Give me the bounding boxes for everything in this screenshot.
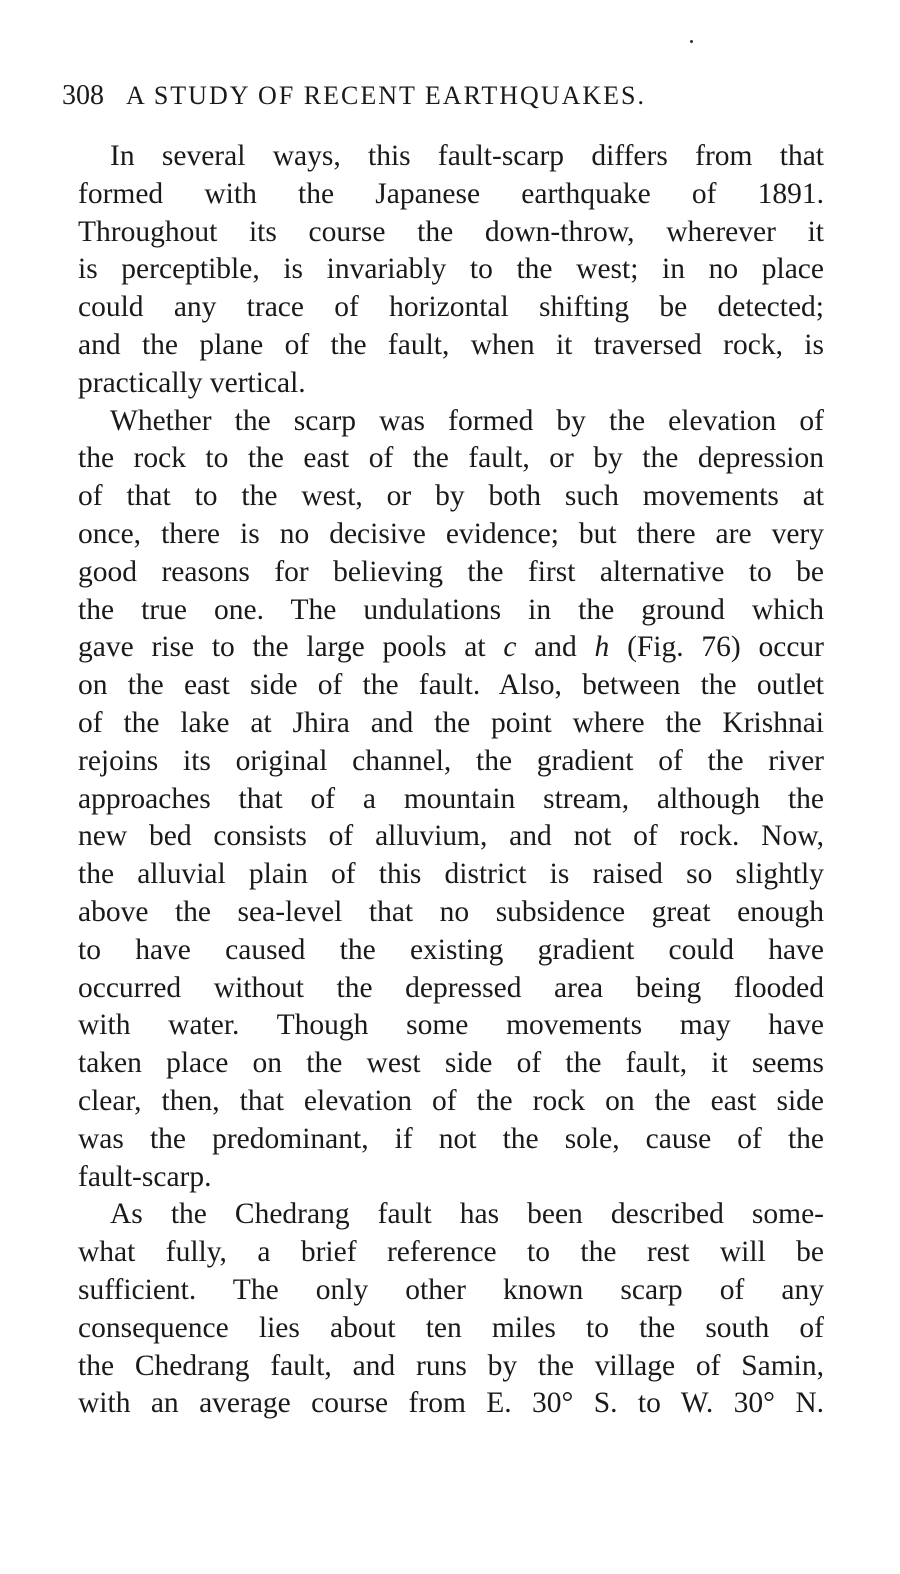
- text-line: Whether the scarp was formed by the elevation of: [110, 404, 824, 437]
- text-line: gave rise to the large pools at c and h (Fig. 76) occur: [78, 631, 824, 664]
- page-body: [78, 138, 824, 1423]
- text-line: with an average course from E. 30° S. to W. 30° N.: [78, 1387, 824, 1420]
- text-line: once, there is no decisive evidence; but there are very: [78, 517, 824, 550]
- text-line: new bed consists of alluvium, and not of rock. Now,: [78, 820, 824, 853]
- text-line: Throughout its course the down-throw, wherever it: [78, 215, 824, 248]
- text-line: was the predominant, if not the sole, cause of the: [78, 1122, 824, 1155]
- text-line: of the lake at Jhira and the point where the Krishnai: [78, 706, 824, 739]
- text-line: good reasons for believing the first alternative to be: [78, 555, 824, 588]
- page-number: 308: [62, 80, 104, 111]
- text-line: and the plane of the fault, when it traversed rock, is: [78, 328, 824, 361]
- text-line: approaches that of a mountain stream, although the: [78, 782, 824, 815]
- text-line: is perceptible, is invariably to the west; in no place: [78, 253, 824, 286]
- text-line: clear, then, that elevation of the rock on the east side: [78, 1084, 824, 1117]
- text-line: consequence lies about ten miles to the south of: [78, 1311, 824, 1344]
- text-line: formed with the Japanese earthquake of 1891.: [78, 177, 824, 210]
- text-line: with water. Though some movements may have: [78, 1009, 824, 1042]
- text-line: of that to the west, or by both such movements at: [78, 480, 824, 513]
- text-line: rejoins its original channel, the gradient of the river: [78, 744, 824, 777]
- text-line: taken place on the west side of the fault, it seems: [78, 1047, 824, 1080]
- scan-speck: [690, 40, 693, 43]
- text-line: what fully, a brief reference to the rest will be: [78, 1236, 824, 1269]
- text-line: the Chedrang fault, and runs by the village of Samin,: [78, 1349, 824, 1382]
- text-line: fault-scarp.: [78, 1160, 212, 1193]
- text-line: In several ways, this fault-scarp differs from that: [110, 140, 824, 172]
- text-line: As the Chedrang fault has been described some-: [110, 1198, 824, 1231]
- text-line: sufficient. The only other known scarp of any: [78, 1273, 824, 1306]
- paragraph: [78, 403, 824, 1197]
- text-line: the alluvial plain of this district is raised so slightly: [78, 858, 824, 891]
- paragraph: [78, 1196, 824, 1423]
- text-line: practically vertical.: [78, 366, 306, 399]
- text-line: on the east side of the fault. Also, between the outlet: [78, 669, 824, 702]
- paragraph: [78, 138, 824, 403]
- running-header: [62, 80, 822, 112]
- text-line: occurred without the depressed area being flooded: [78, 971, 824, 1004]
- text-line: the rock to the east of the fault, or by the depression: [78, 442, 824, 475]
- text-line: above the sea-level that no subsidence great enough: [78, 895, 824, 928]
- text-line: could any trace of horizontal shifting be detected;: [78, 291, 824, 324]
- text-line: the true one. The undulations in the ground which: [78, 593, 824, 626]
- running-title: A STUDY OF RECENT EARTHQUAKES.: [126, 81, 646, 110]
- text-line: to have caused the existing gradient could have: [78, 933, 824, 966]
